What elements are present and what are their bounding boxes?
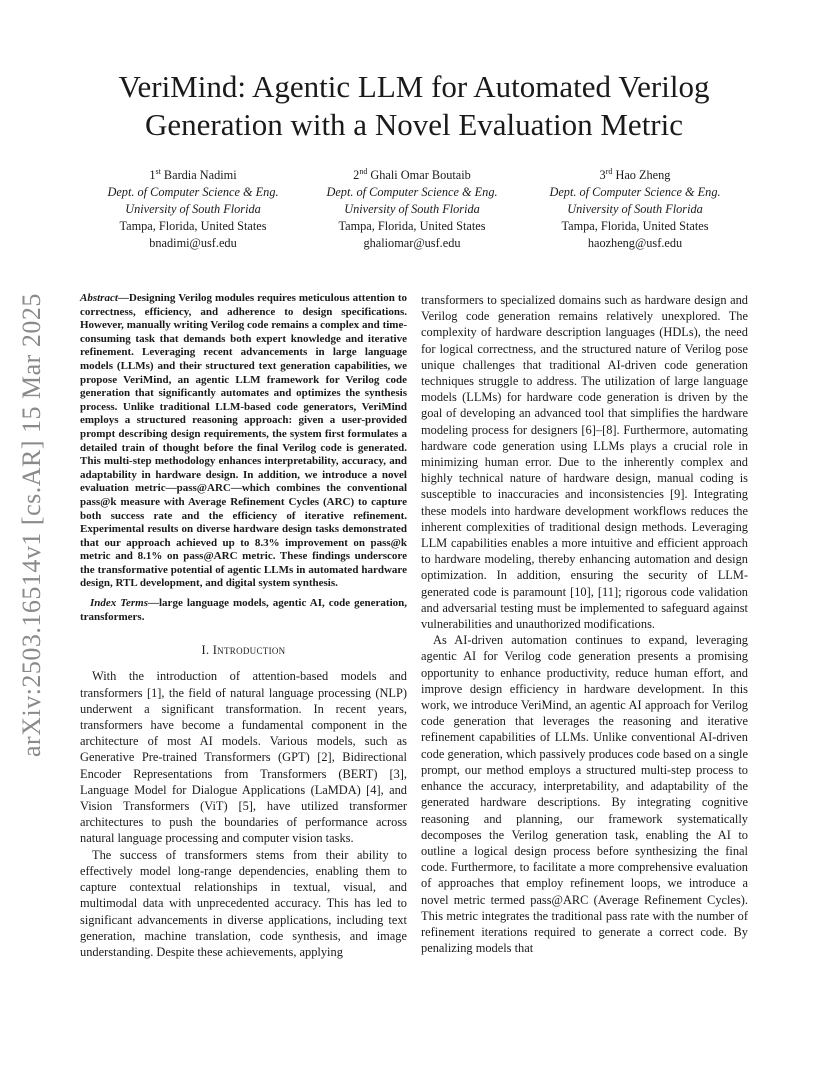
author-email: haozheng@usf.edu [587, 236, 683, 251]
index-terms-label: Index Terms [90, 597, 148, 610]
author-name: 1st Bardia Nadimi [149, 167, 237, 183]
author-name: 2nd Ghali Omar Boutaib [353, 167, 471, 183]
paragraph: The success of transformers stems from their ability to effectively model long-range dependencies, enabling them to capture contextual relationships in textual, visual, and multimodal data with unprecedented accuracy. This has led to significant advancements in diverse applications, including text generation, machine translation, code synthesis, and image understanding. Despite these achievements, applying [80, 847, 407, 959]
paragraph: As AI-driven automation continues to expand, leveraging agentic AI for Verilog code generation presents a promising opportunity to enhance productivity, reduce human effort, and improve design efficiency in hardware development. In this work, we introduce VeriMind, an agentic AI approach for Verilog code generation that leverages the reasoning and iterative refinement capabilities of LLMs. Unlike conventional AI-driven code generation, which passively produces code based on a single prompt, our method employs a structured multi-step process to enhance the accuracy, interpretability, and adaptability of the generated hardware descriptions. By integrating cognitive reasoning and planning, our framework systematically decomposes the Verilog generation task, enabling the AI to outline a logical design process before synthesizing the final code. Furthermore, to facilitate a more comprehensive evaluation of approaches that employ refinement loops, we introduce a novel metric termed pass@ARC (Average Refinement Cycles). This metric integrates the traditional pass rate with the number of refinement iterations required to generate a correct code. By penalizing models that [421, 633, 748, 956]
abstract-label: Abstract [80, 292, 118, 304]
author-location: Tampa, Florida, United States [119, 219, 267, 234]
author-location: Tampa, Florida, United States [338, 219, 486, 234]
abstract [80, 292, 407, 591]
right-column [421, 292, 748, 956]
author-dept: Dept. of Computer Science & Eng. [326, 185, 498, 200]
author-name: 3rd Hao Zheng [599, 167, 671, 183]
paragraph: transformers to specialized domains such as hardware design and Verilog code generation remains relatively unexplored. The complexity of hardware description languages (HDLs), the need for logical correctness, and the structured nature of Verilog pose unique challenges that traditional AI-driven code generation techniques struggle to address. The utilization of large language models (LLMs) for hardware code generation is driven by the goal of developing an advanced tool that simplifies the hardware modeling process for designers [6]–[8]. Furthermore, automating hardware code generation using LLMs plays a crucial role in minimizing human error. Due to the inherently complex and highly technical nature of hardware design, manual coding is susceptible to inaccuracies and inconsistencies [9]. Integrating these models into hardware development workflows reduces the inherent complexities of traditional design methods. Leveraging LLM capabilities enables a more intuitive and efficient approach to hardware modeling, thereby enhancing automation and design optimization. In addition, ensuring the security of LLM-generated code is paramount [10], [11]; rigorous code validation and adversarial testing must be implemented to safeguard against vulnerabilities and unauthorized modifications. [421, 293, 748, 632]
left-column [80, 292, 407, 960]
author-block-1 [73, 163, 313, 252]
author-univ: University of South Florida [567, 202, 703, 217]
author-dept: Dept. of Computer Science & Eng. [549, 185, 721, 200]
author-location: Tampa, Florida, United States [561, 219, 709, 234]
author-block-3 [515, 163, 755, 252]
author-email: bnadimi@usf.edu [149, 236, 237, 251]
index-terms [80, 597, 407, 624]
section-heading: I. Introduction [201, 643, 286, 658]
paper-title: VeriMind: Agentic LLM for Automated Verilog Generation with a Novel Evaluation Metric [118, 69, 710, 142]
arxiv-stamp: arXiv:2503.16514v1 [cs.AR] 15 Mar 2025 [17, 293, 46, 757]
abstract-text: —Designing Verilog modules requires meticulous attention to correctness, efficiency, and adherence to design specifications. However, manually writing Verilog code remains a complex and time-consuming task that demands both expert knowledge and iterative refinement. Leveraging recent advancements in large language models (LLMs) and their structured text generation capabilities, we propose VeriMind, an agentic LLM framework for Verilog code generation that significantly automates and optimizes the synthesis process. Unlike traditional LLM-based code generators, VeriMind employs a structured reasoning approach: given a user-provided prompt describing design requirements, the system first formulates a detailed train of thought before the final Verilog code is generated. This multi-step methodology enhances interpretability, accuracy, and adaptability in hardware design. In addition, we introduce a novel evaluation metric—pass@ARC—which combines the conventional pass@k measure with Average Refinement Cycles (ARC) to capture both success rate and the efficiency of iterative refinement. Experimental results on diverse hardware design tasks demonstrated that our approach achieved up to 8.3% improvement on pass@k metric and 8.1% on pass@ARC metric. These findings underscore the transformative potential of agentic LLMs in automated hardware design, RTL development, and digital system synthesis. [80, 292, 407, 590]
paragraph: With the introduction of attention-based models and transformers [1], the field of natural language processing (NLP) underwent a significant transformation. In recent years, transformers have become a fundamental component in the architecture of most AI models. Various models, such as Generative Pre-trained Transformers (GPT) [2], Bidirectional Encoder Representations from Transformers (BERT) [3], Language Model for Dialogue Applications (LaMDA) [4], and Vision Transformers (ViT) [5], have utilized transformer architectures to push the boundaries of performance across natural language processing and computer vision tasks. [80, 669, 407, 846]
author-univ: University of South Florida [344, 202, 480, 217]
author-block-2 [292, 163, 532, 252]
author-univ: University of South Florida [125, 202, 261, 217]
index-terms-text: —large language models, agentic AI, code generation, transformers. [80, 597, 407, 623]
author-email: ghaliomar@usf.edu [363, 236, 461, 251]
author-dept: Dept. of Computer Science & Eng. [107, 185, 279, 200]
